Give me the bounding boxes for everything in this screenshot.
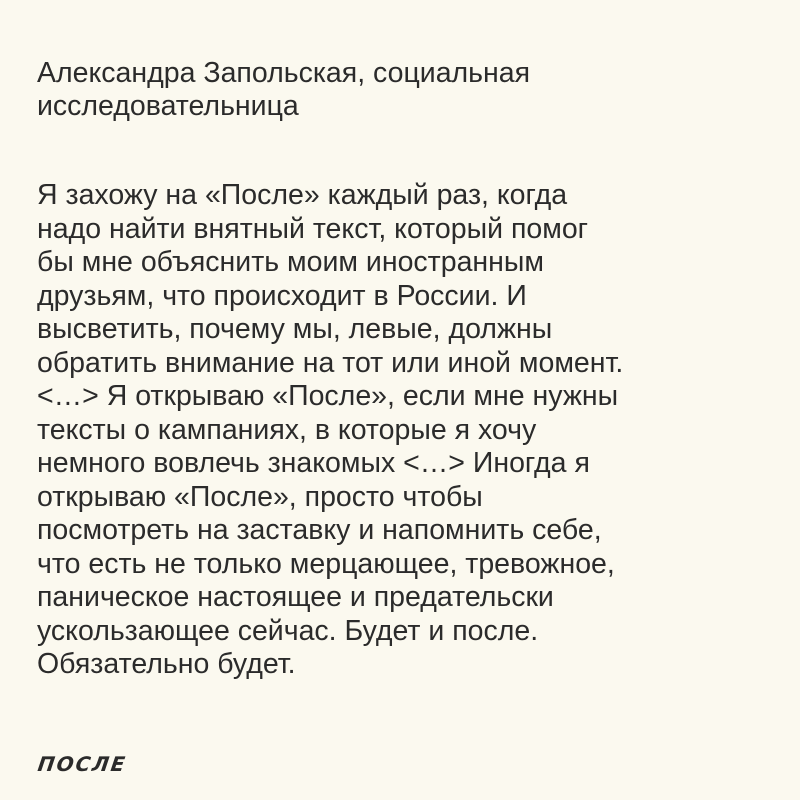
author-line: Александра Запольская, социальная	[37, 57, 531, 89]
quote-line: Обязательно будет.	[37, 648, 296, 680]
quote-line: надо найти внятный текст, который помог	[37, 212, 589, 245]
brand-logo: ПОСЛЕ	[36, 752, 129, 776]
author-line: исследовательница	[37, 90, 299, 122]
quote-line: открываю «После», просто чтобы	[37, 480, 483, 513]
quote-line: высветить, почему мы, левые, должны	[37, 313, 553, 345]
quote-line: <…> Я открываю «После», если мне нужны	[37, 380, 619, 412]
quote-line: друзьям, что происходит в России. И	[37, 279, 527, 312]
quote-line: Я захожу на «После» каждый раз, когда	[37, 179, 568, 211]
quote-line: немного вовлечь знакомых <…> Иногда я	[37, 447, 590, 479]
author-caption	[37, 57, 757, 123]
quote-line: тексты о кампаниях, в которые я хочу	[37, 413, 537, 446]
quote-text	[37, 179, 777, 682]
quote-line: бы мне объяснить моим иностранным	[37, 246, 544, 278]
quote-line: обратить внимание на тот или иной момент.	[37, 346, 624, 379]
quote-line: что есть не только мерцающее, тревожное,	[37, 547, 615, 580]
quote-line: паническое настоящее и предательски	[37, 581, 554, 613]
quote-line: ускользающее сейчас. Будет и после.	[37, 614, 539, 647]
quote-line: посмотреть на заставку и напомнить себе,	[37, 514, 602, 546]
